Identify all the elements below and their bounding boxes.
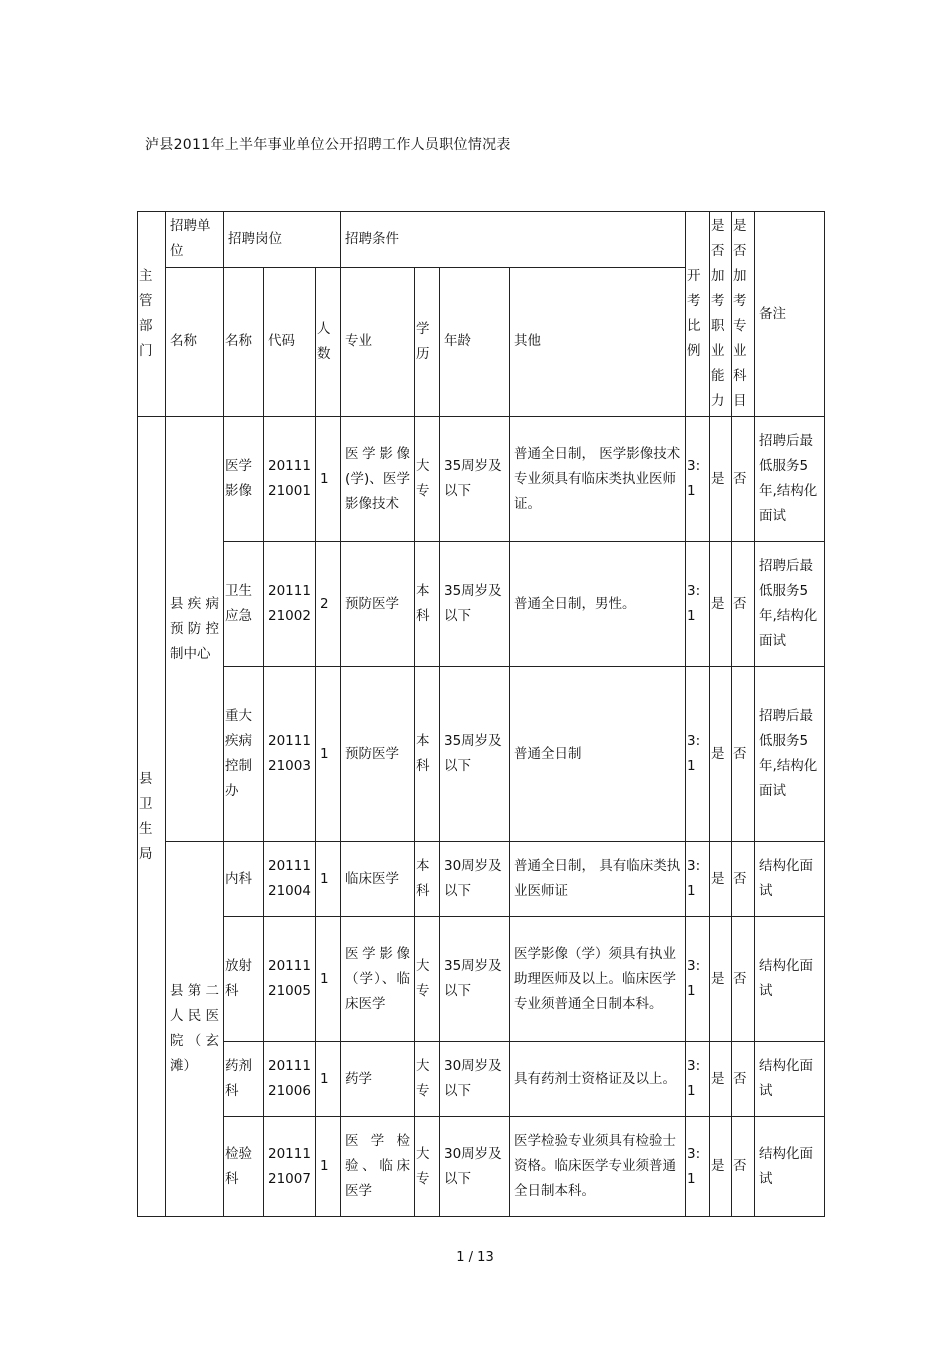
- remark-cell: 招聘后最低服务5年,结构化面试: [755, 417, 825, 542]
- table-row: [138, 667, 825, 842]
- table-row: [138, 542, 825, 667]
- post-name-cell: 卫生应急: [224, 542, 264, 667]
- major-cell: 预防医学: [341, 667, 415, 842]
- age-cell: 30周岁及以下: [440, 1117, 510, 1217]
- age-cell: 35周岁及以下: [440, 917, 510, 1042]
- post-code-cell: 2011121005: [264, 917, 316, 1042]
- post-count-cell: 1: [316, 417, 341, 542]
- remark-cell: 结构化面试: [755, 842, 825, 917]
- header-post-name: 名称: [224, 267, 264, 416]
- post-code-cell: 2011121006: [264, 1042, 316, 1117]
- ratio-cell: 3:1: [686, 1117, 710, 1217]
- post-code-cell: 2011121004: [264, 842, 316, 917]
- table-row: [138, 917, 825, 1042]
- post-code-cell: 2011121007: [264, 1117, 316, 1217]
- ratio-cell: 3:1: [686, 842, 710, 917]
- major-cell: 医学检验、临床医学: [341, 1117, 415, 1217]
- major-cell: 医学影像（学）、临床医学: [341, 917, 415, 1042]
- table-row: [138, 1042, 825, 1117]
- header-post-code: 代码: [264, 267, 316, 416]
- edu-cell: 本科: [415, 842, 440, 917]
- skill-cell: 是: [710, 417, 732, 542]
- post-count-cell: 1: [316, 667, 341, 842]
- header-post-count: 人数: [316, 267, 341, 416]
- page-title: 泸县2011年上半年事业单位公开招聘工作人员职位情况表: [145, 137, 511, 153]
- edu-cell: 大专: [415, 417, 440, 542]
- post-name-cell: 医学影像: [224, 417, 264, 542]
- skill-cell: 是: [710, 1042, 732, 1117]
- edu-cell: 大专: [415, 917, 440, 1042]
- post-name-cell: 检验科: [224, 1117, 264, 1217]
- header-subject-exam: 是否加考专业科目: [732, 212, 755, 417]
- ratio-cell: 3:1: [686, 917, 710, 1042]
- skill-cell: 是: [710, 917, 732, 1042]
- subject-cell: 否: [732, 542, 755, 667]
- header-education: 学历: [415, 267, 440, 416]
- remark-cell: 结构化面试: [755, 1042, 825, 1117]
- header-major: 专业: [341, 267, 415, 416]
- header-dept: 主管部门: [138, 212, 166, 417]
- header-row-1: [138, 212, 825, 268]
- edu-cell: 大专: [415, 1042, 440, 1117]
- table-row: [138, 842, 825, 917]
- header-unit: 招聘单位: [166, 212, 224, 268]
- recruitment-table: [137, 211, 825, 1217]
- major-cell: 临床医学: [341, 842, 415, 917]
- age-cell: 35周岁及以下: [440, 417, 510, 542]
- other-cell: 普通全日制， 医学影像技术专业须具有临床类执业医师证。: [510, 417, 686, 542]
- ratio-cell: 3:1: [686, 667, 710, 842]
- subject-cell: 否: [732, 667, 755, 842]
- other-cell: 普通全日制，男性。: [510, 542, 686, 667]
- other-cell: 医学检验专业须具有检验士资格。临床医学专业须普通全日制本科。: [510, 1117, 686, 1217]
- remark-cell: 招聘后最低服务5年,结构化面试: [755, 542, 825, 667]
- header-age: 年龄: [440, 267, 510, 416]
- subject-cell: 否: [732, 842, 755, 917]
- subject-cell: 否: [732, 417, 755, 542]
- other-cell: 具有药剂士资格证及以上。: [510, 1042, 686, 1117]
- ratio-cell: 3:1: [686, 1042, 710, 1117]
- subject-cell: 否: [732, 917, 755, 1042]
- major-cell: 医学影像(学)、医学影像技术: [341, 417, 415, 542]
- age-cell: 35周岁及以下: [440, 667, 510, 842]
- other-cell: 普通全日制， 具有临床类执业医师证: [510, 842, 686, 917]
- table-row: [138, 417, 825, 542]
- age-cell: 30周岁及以下: [440, 842, 510, 917]
- other-cell: 医学影像（学）须具有执业助理医师及以上。临床医学专业须普通全日制本科。: [510, 917, 686, 1042]
- other-cell: 普通全日制: [510, 667, 686, 842]
- post-count-cell: 2: [316, 542, 341, 667]
- edu-cell: 本科: [415, 542, 440, 667]
- header-unit-name: 名称: [166, 267, 224, 416]
- age-cell: 30周岁及以下: [440, 1042, 510, 1117]
- dept-cell: 县卫生局: [138, 417, 166, 1217]
- skill-cell: 是: [710, 667, 732, 842]
- edu-cell: 大专: [415, 1117, 440, 1217]
- table-row: [138, 1117, 825, 1217]
- remark-cell: 结构化面试: [755, 1117, 825, 1217]
- post-name-cell: 内科: [224, 842, 264, 917]
- major-cell: 预防医学: [341, 542, 415, 667]
- unit-cell: 县第二人民医院（玄滩）: [166, 842, 224, 1217]
- header-ratio: 开考比例: [686, 212, 710, 417]
- post-count-cell: 1: [316, 1117, 341, 1217]
- age-cell: 35周岁及以下: [440, 542, 510, 667]
- post-count-cell: 1: [316, 842, 341, 917]
- post-code-cell: 2011121002: [264, 542, 316, 667]
- post-count-cell: 1: [316, 1042, 341, 1117]
- header-skill-exam: 是否加考职业能力: [710, 212, 732, 417]
- subject-cell: 否: [732, 1042, 755, 1117]
- header-remark: 备注: [755, 212, 825, 417]
- ratio-cell: 3:1: [686, 542, 710, 667]
- post-code-cell: 2011121001: [264, 417, 316, 542]
- post-name-cell: 放射科: [224, 917, 264, 1042]
- unit-cell: 县疾病预防控制中心: [166, 417, 224, 842]
- skill-cell: 是: [710, 542, 732, 667]
- page-number: 1 / 13: [456, 1250, 494, 1265]
- edu-cell: 本科: [415, 667, 440, 842]
- header-post: 招聘岗位: [224, 212, 341, 268]
- post-count-cell: 1: [316, 917, 341, 1042]
- skill-cell: 是: [710, 1117, 732, 1217]
- post-name-cell: 药剂科: [224, 1042, 264, 1117]
- remark-cell: 结构化面试: [755, 917, 825, 1042]
- skill-cell: 是: [710, 842, 732, 917]
- header-conditions: 招聘条件: [341, 212, 686, 268]
- remark-cell: 招聘后最低服务5年,结构化面试: [755, 667, 825, 842]
- post-code-cell: 2011121003: [264, 667, 316, 842]
- header-other: 其他: [510, 267, 686, 416]
- major-cell: 药学: [341, 1042, 415, 1117]
- ratio-cell: 3:1: [686, 417, 710, 542]
- post-name-cell: 重大疾病控制办: [224, 667, 264, 842]
- subject-cell: 否: [732, 1117, 755, 1217]
